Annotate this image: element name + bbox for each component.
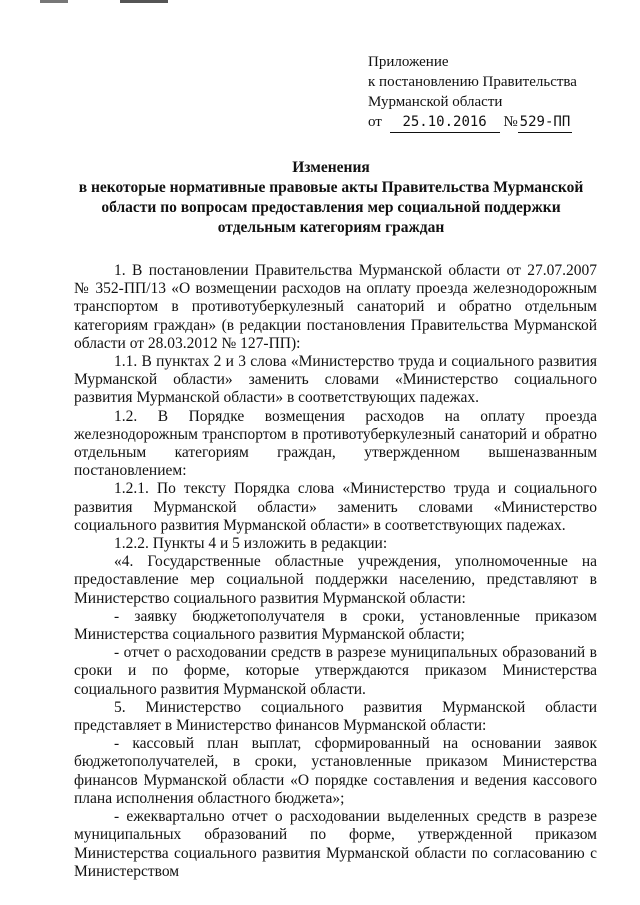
scan-artifact-mark xyxy=(120,0,168,3)
from-label: от xyxy=(368,114,382,130)
title-subject: в некоторые нормативные правовые акты Правительства Мурманской области по вопросам предоставления мер социальной поддержки отдельным категориям граждан xyxy=(78,179,584,236)
date-number-line xyxy=(368,112,577,133)
paragraph: «4. Государственные областные учреждения, уполномоченные на предоставление мер социальной поддержки населению, представляют в Министерство социального развития Мурманской области: xyxy=(74,553,597,607)
appendix-header xyxy=(368,52,577,133)
paragraph: 1.2.2. Пункты 4 и 5 изложить в редакции: xyxy=(114,535,388,553)
paragraph: 1.2.1. По тексту Порядка слова «Министерство труда и социального развития Мурманской области» заменить словами «Министерство социального развития Мурманской области» в соответствующих падежах. xyxy=(74,480,597,534)
paragraph: 1.2. В Порядке возмещения расходов на оплату проезда железнодорожным транспортом в противотуберкулезный санаторий и обратно отдельным категориям граждан, утвержденном вышеназванным постановлением: xyxy=(74,407,597,480)
title-heading: Изменения xyxy=(292,159,370,176)
paragraph: 5. Министерство социального развития Мурманской области представляет в Министерство финансов Мурманской области: xyxy=(74,698,597,735)
resolution-ref: к постановлению Правительства xyxy=(368,74,577,90)
scan-artifact-mark xyxy=(40,0,68,3)
region-name: Мурманской области xyxy=(368,94,503,110)
resolution-date: 25.10.2016 xyxy=(390,112,500,133)
paragraph: 1. В постановлении Правительства Мурманской области от 27.07.2007 № 352-ПП/13 «О возмещении расходов на оплату проезда железнодорожным транспортом в противотуберкулезный санаторий и обратно отдельным категориям граждан» (в редакции постановления Правительства Мурманской области от 28.03.2012 № 127-ПП): xyxy=(74,262,597,352)
paragraph: - кассовый план выплат, сформированный на основании заявок бюджетополучателей, в сроки, установленные приказом Министерства финансов Мурманской области «О порядке составления и ведения кассового плана исполнения областного бюджета»; xyxy=(74,735,597,807)
paragraph: 1.1. В пунктах 2 и 3 слова «Министерство труда и социального развития Мурманской области» заменить словами «Министерство социального развития Мурманской области» в соответствующих падежах. xyxy=(74,353,597,407)
appendix-label: Приложение xyxy=(368,54,449,70)
paragraph: - ежеквартально отчет о расходовании выделенных средств в разрезе муниципальных образований по форме, утвержденной приказом Министерства социального развития Мурманской области по согласованию с Министерством xyxy=(74,808,597,880)
paragraph: - отчет о расходовании средств в разрезе муниципальных образований в сроки и по форме, которые утверждаются приказом Министерства социального развития Мурманской области. xyxy=(74,644,597,698)
number-sign: № xyxy=(503,114,518,130)
document-title xyxy=(76,158,586,238)
paragraph: - заявку бюджетополучателя в сроки, установленные приказом Министерства социального развития Мурманской области; xyxy=(74,607,597,644)
resolution-number: 529-ПП xyxy=(518,112,573,133)
document-body xyxy=(74,262,597,881)
